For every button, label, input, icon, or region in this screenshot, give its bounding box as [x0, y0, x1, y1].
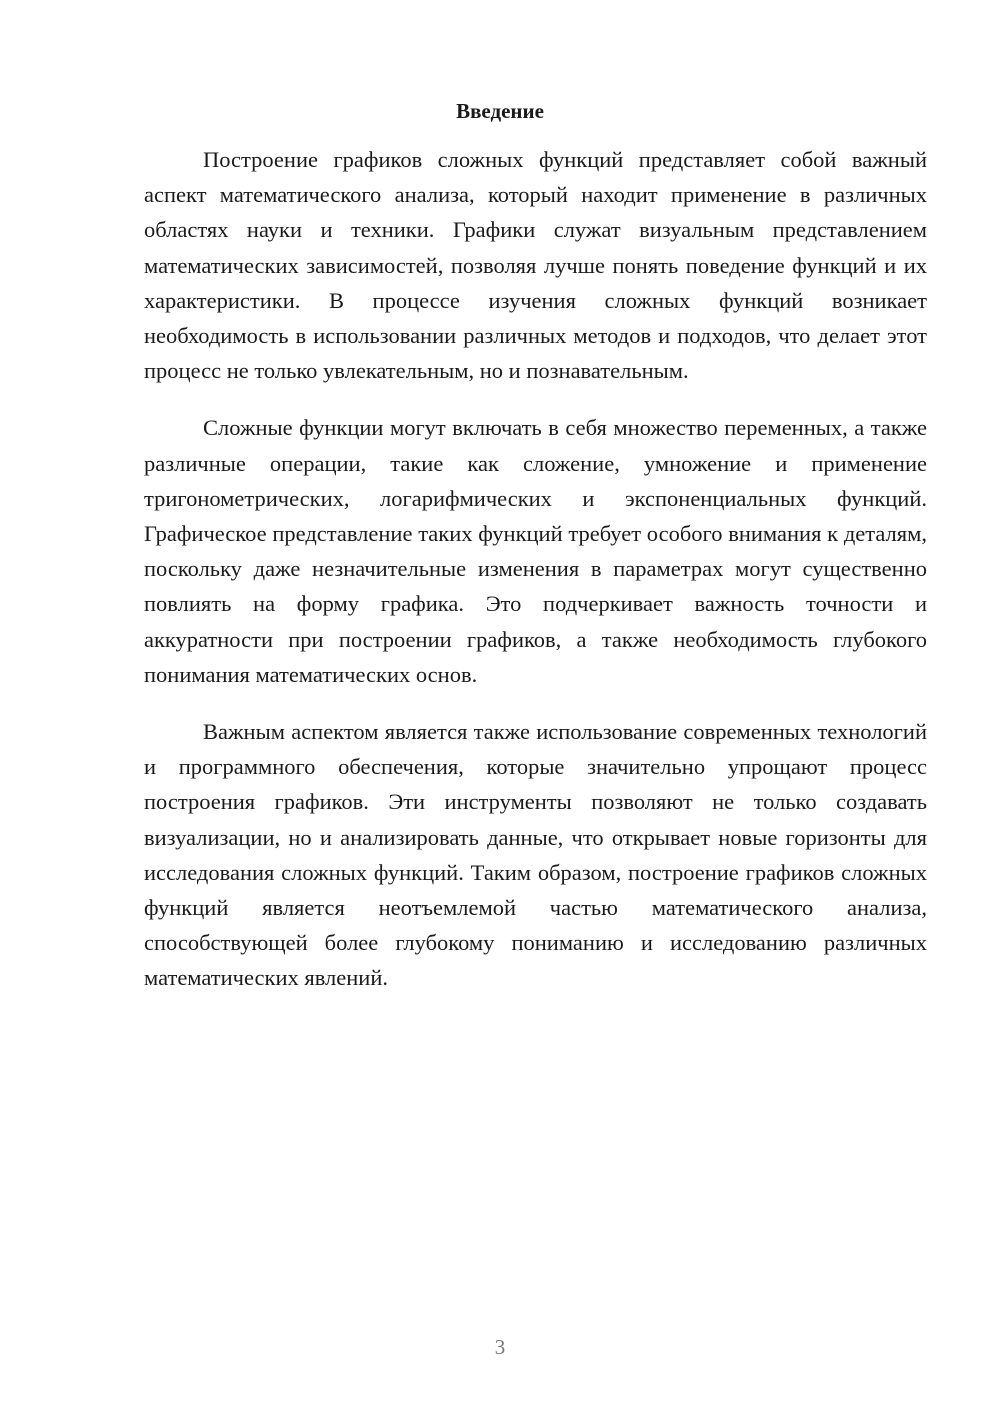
body-text [144, 142, 927, 1018]
section-title: Введение [456, 99, 544, 123]
page-number: 3 [494, 1335, 506, 1359]
paragraph-2: Сложные функции могут включать в себя множество переменных, а также различные операции, такие как сложение, умножение и применение тригонометрических, логарифмических и экспоненциальных функций. Графическое представление таких функций требует особого внимания к деталям, поскольку даже незначительные изменения в параметрах могут существенно повлиять на форму графика. Это подчеркивает важность точности и аккуратности при построении графиков, а также необходимость глубокого понимания математических основ. [144, 415, 927, 687]
paragraph-1: Построение графиков сложных функций представляет собой важный аспект математического анализа, который находит применение в различных областях науки и техники. Графики служат визуальным представлением математических зависимостей, позволяя лучше понять поведение функций и их характеристики. В процессе изучения сложных функций возникает необходимость в использовании различных методов и подходов, что делает этот процесс не только увлекательным, но и познавательным. [144, 147, 927, 384]
paragraph-3: Важным аспектом является также использование современных технологий и программного обеспечения, которые значительно упрощают процесс построения графиков. Эти инструменты позволяют не только создавать визуализации, но и анализировать данные, что открывает новые горизонты для исследования сложных функций. Таким образом, построение графиков сложных функций является неотъемлемой частью математического анализа, способствующей более глубокому пониманию и исследованию различных математических явлений. [144, 719, 927, 991]
